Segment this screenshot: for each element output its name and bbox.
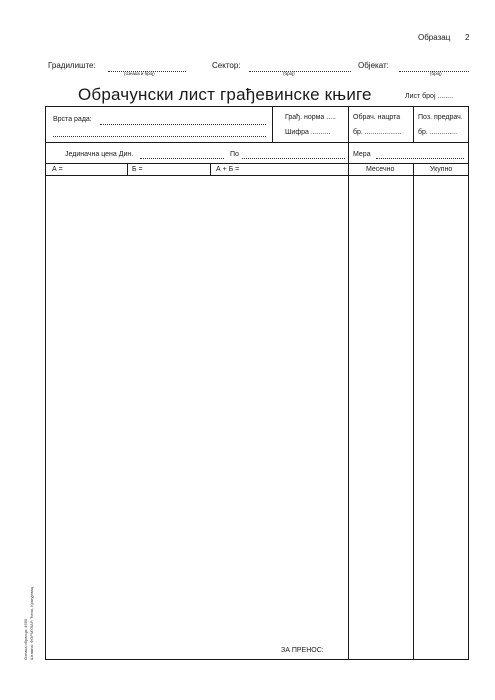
col-divider xyxy=(127,163,128,175)
norm-label: Грађ. норма ..... xyxy=(285,114,336,121)
measure-label: Мера xyxy=(353,151,371,158)
page-title: Обрачунски лист грађевинске књиге xyxy=(78,85,372,104)
col-a-header: А = xyxy=(52,166,63,173)
row-divider xyxy=(45,142,469,143)
sector-label: Сектор: xyxy=(212,61,241,70)
sector-hint: (број) xyxy=(283,71,295,76)
printer-note: Штампа: ФОРМУЛАР, Ћепа, Крагујевац xyxy=(29,586,34,660)
unit-price-label: Јединачна цена Дин. xyxy=(65,151,134,158)
col-divider xyxy=(413,106,414,142)
col-ab-header: А + Б = xyxy=(216,166,240,173)
drawing-number-label: бр. ................... xyxy=(353,129,402,136)
measure-field[interactable] xyxy=(376,158,464,159)
per-label: По xyxy=(230,151,239,158)
carry-forward-label: ЗА ПРЕНОС: xyxy=(281,647,324,654)
estimate-position-label: Поз. предрач. xyxy=(418,114,463,121)
printer-notes xyxy=(21,570,39,660)
object-label: Објекат: xyxy=(358,61,389,70)
row-divider xyxy=(45,163,469,164)
drawing-label: Обрач. нацрта xyxy=(353,114,401,121)
object-hint: (број) xyxy=(430,71,442,76)
sheet-number-label: Лист број ........ xyxy=(405,93,454,100)
col-divider xyxy=(272,106,273,142)
col-b-header: Б = xyxy=(132,166,143,173)
site-label: Градилиште: xyxy=(48,61,96,70)
sector-field[interactable] xyxy=(249,71,351,72)
work-type-label: Врста рада: xyxy=(53,116,92,123)
col-total-header: Укупно xyxy=(430,166,453,173)
monthly-column-area[interactable] xyxy=(349,176,413,659)
total-column-area[interactable] xyxy=(414,176,468,659)
code-label: Шифра .......... xyxy=(285,129,331,136)
per-field[interactable] xyxy=(242,158,345,159)
col-monthly-header: Месечно xyxy=(366,166,395,173)
form-code-note: Ознака обрасца: 4650 xyxy=(23,618,28,660)
site-hint: (ознака и број) xyxy=(124,71,155,76)
entries-area[interactable] xyxy=(46,176,348,646)
form-number: 2 xyxy=(465,33,470,42)
unit-price-field[interactable] xyxy=(140,158,224,159)
col-divider xyxy=(210,163,211,175)
form-label: Образац xyxy=(418,33,451,42)
work-type-field[interactable] xyxy=(100,124,266,125)
work-type-field-2[interactable] xyxy=(53,136,266,137)
estimate-number-label: бр. .............. xyxy=(418,129,458,136)
